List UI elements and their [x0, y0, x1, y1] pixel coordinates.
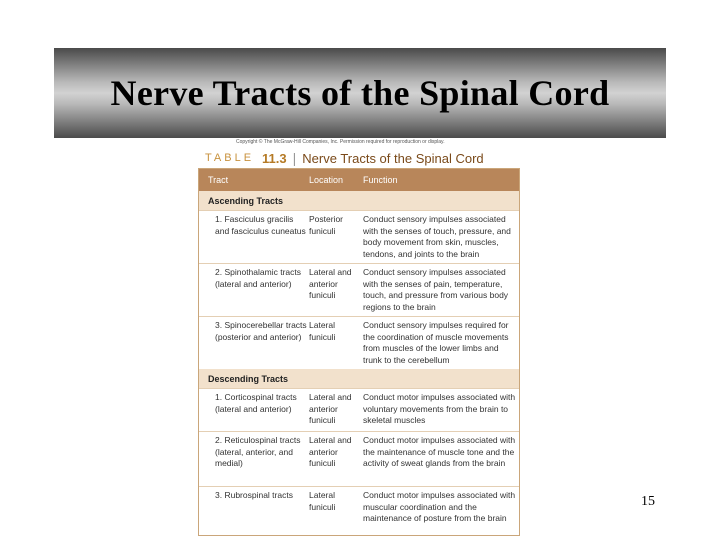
function-cell: Conduct motor impulses associated with the maintenance of muscle tone and the activity of sweat glands from the brain — [363, 435, 516, 468]
function-cell: Conduct motor impulses associated with voluntary movements from the brain to skeletal muscles — [363, 392, 516, 425]
tract-cell: 3. Rubrospinal tracts — [215, 490, 293, 500]
table-row — [199, 316, 519, 369]
tract-cell: 1. Fasciculus gracilis and fasciculus cuneatus — [215, 214, 306, 236]
location-cell: Lateral funiculi — [309, 490, 336, 512]
title-bar — [54, 48, 666, 138]
table-row — [199, 431, 519, 486]
table-number: 11.3 — [262, 150, 287, 166]
table-row — [199, 263, 519, 316]
tract-cell: 3. Spinocerebellar tracts (posterior and anterior) — [215, 320, 307, 342]
table-header-row — [199, 169, 519, 191]
function-cell: Conduct sensory impulses associated with the senses of touch, pressure, and body movement from skin, muscles, tendons, and joints to the brain — [363, 214, 511, 259]
caption-separator: | — [292, 150, 297, 166]
function-cell: Conduct sensory impulses required for the coordination of muscle movements from muscles of the lower limbs and trunk to the cerebellum — [363, 320, 509, 365]
section-descending-tracts: Descending Tracts — [199, 369, 519, 388]
table-row — [199, 210, 519, 263]
location-cell: Posterior funiculi — [309, 214, 344, 236]
tract-cell: 2. Reticulospinal tracts (lateral, anterior, and medial) — [215, 435, 301, 468]
tract-cell: 1. Corticospinal tracts (lateral and anterior) — [215, 392, 297, 414]
section-ascending-tracts: Ascending Tracts — [199, 191, 519, 210]
column-header-location: Location — [309, 175, 344, 185]
table-caption — [205, 149, 484, 167]
function-cell: Conduct sensory impulses associated with the senses of pain, temperature, touch, and pressure from various body regions to the brain — [363, 267, 509, 312]
column-header-tract: Tract — [208, 175, 229, 185]
slide-title: Nerve Tracts of the Spinal Cord — [110, 73, 610, 113]
copyright-notice: Copyright © The McGraw-Hill Companies, Inc. Permission required for reproduction or display. — [236, 139, 445, 145]
location-cell: Lateral and anterior funiculi — [309, 267, 352, 300]
function-cell: Conduct motor impulses associated with muscular coordination and the maintenance of posture from the brain — [363, 490, 516, 523]
table-row — [199, 388, 519, 431]
page-number: 15 — [641, 494, 655, 509]
table-name: Nerve Tracts of the Spinal Cord — [302, 150, 484, 166]
table-row — [199, 486, 519, 539]
location-cell: Lateral and anterior funiculi — [309, 392, 352, 425]
nerve-tracts-table — [198, 168, 520, 536]
location-cell: Lateral and anterior funiculi — [309, 435, 352, 468]
table-label: TABLE — [205, 152, 255, 164]
tract-cell: 2. Spinothalamic tracts (lateral and anterior) — [215, 267, 301, 289]
column-header-function: Function — [363, 175, 398, 185]
location-cell: Lateral funiculi — [309, 320, 336, 342]
